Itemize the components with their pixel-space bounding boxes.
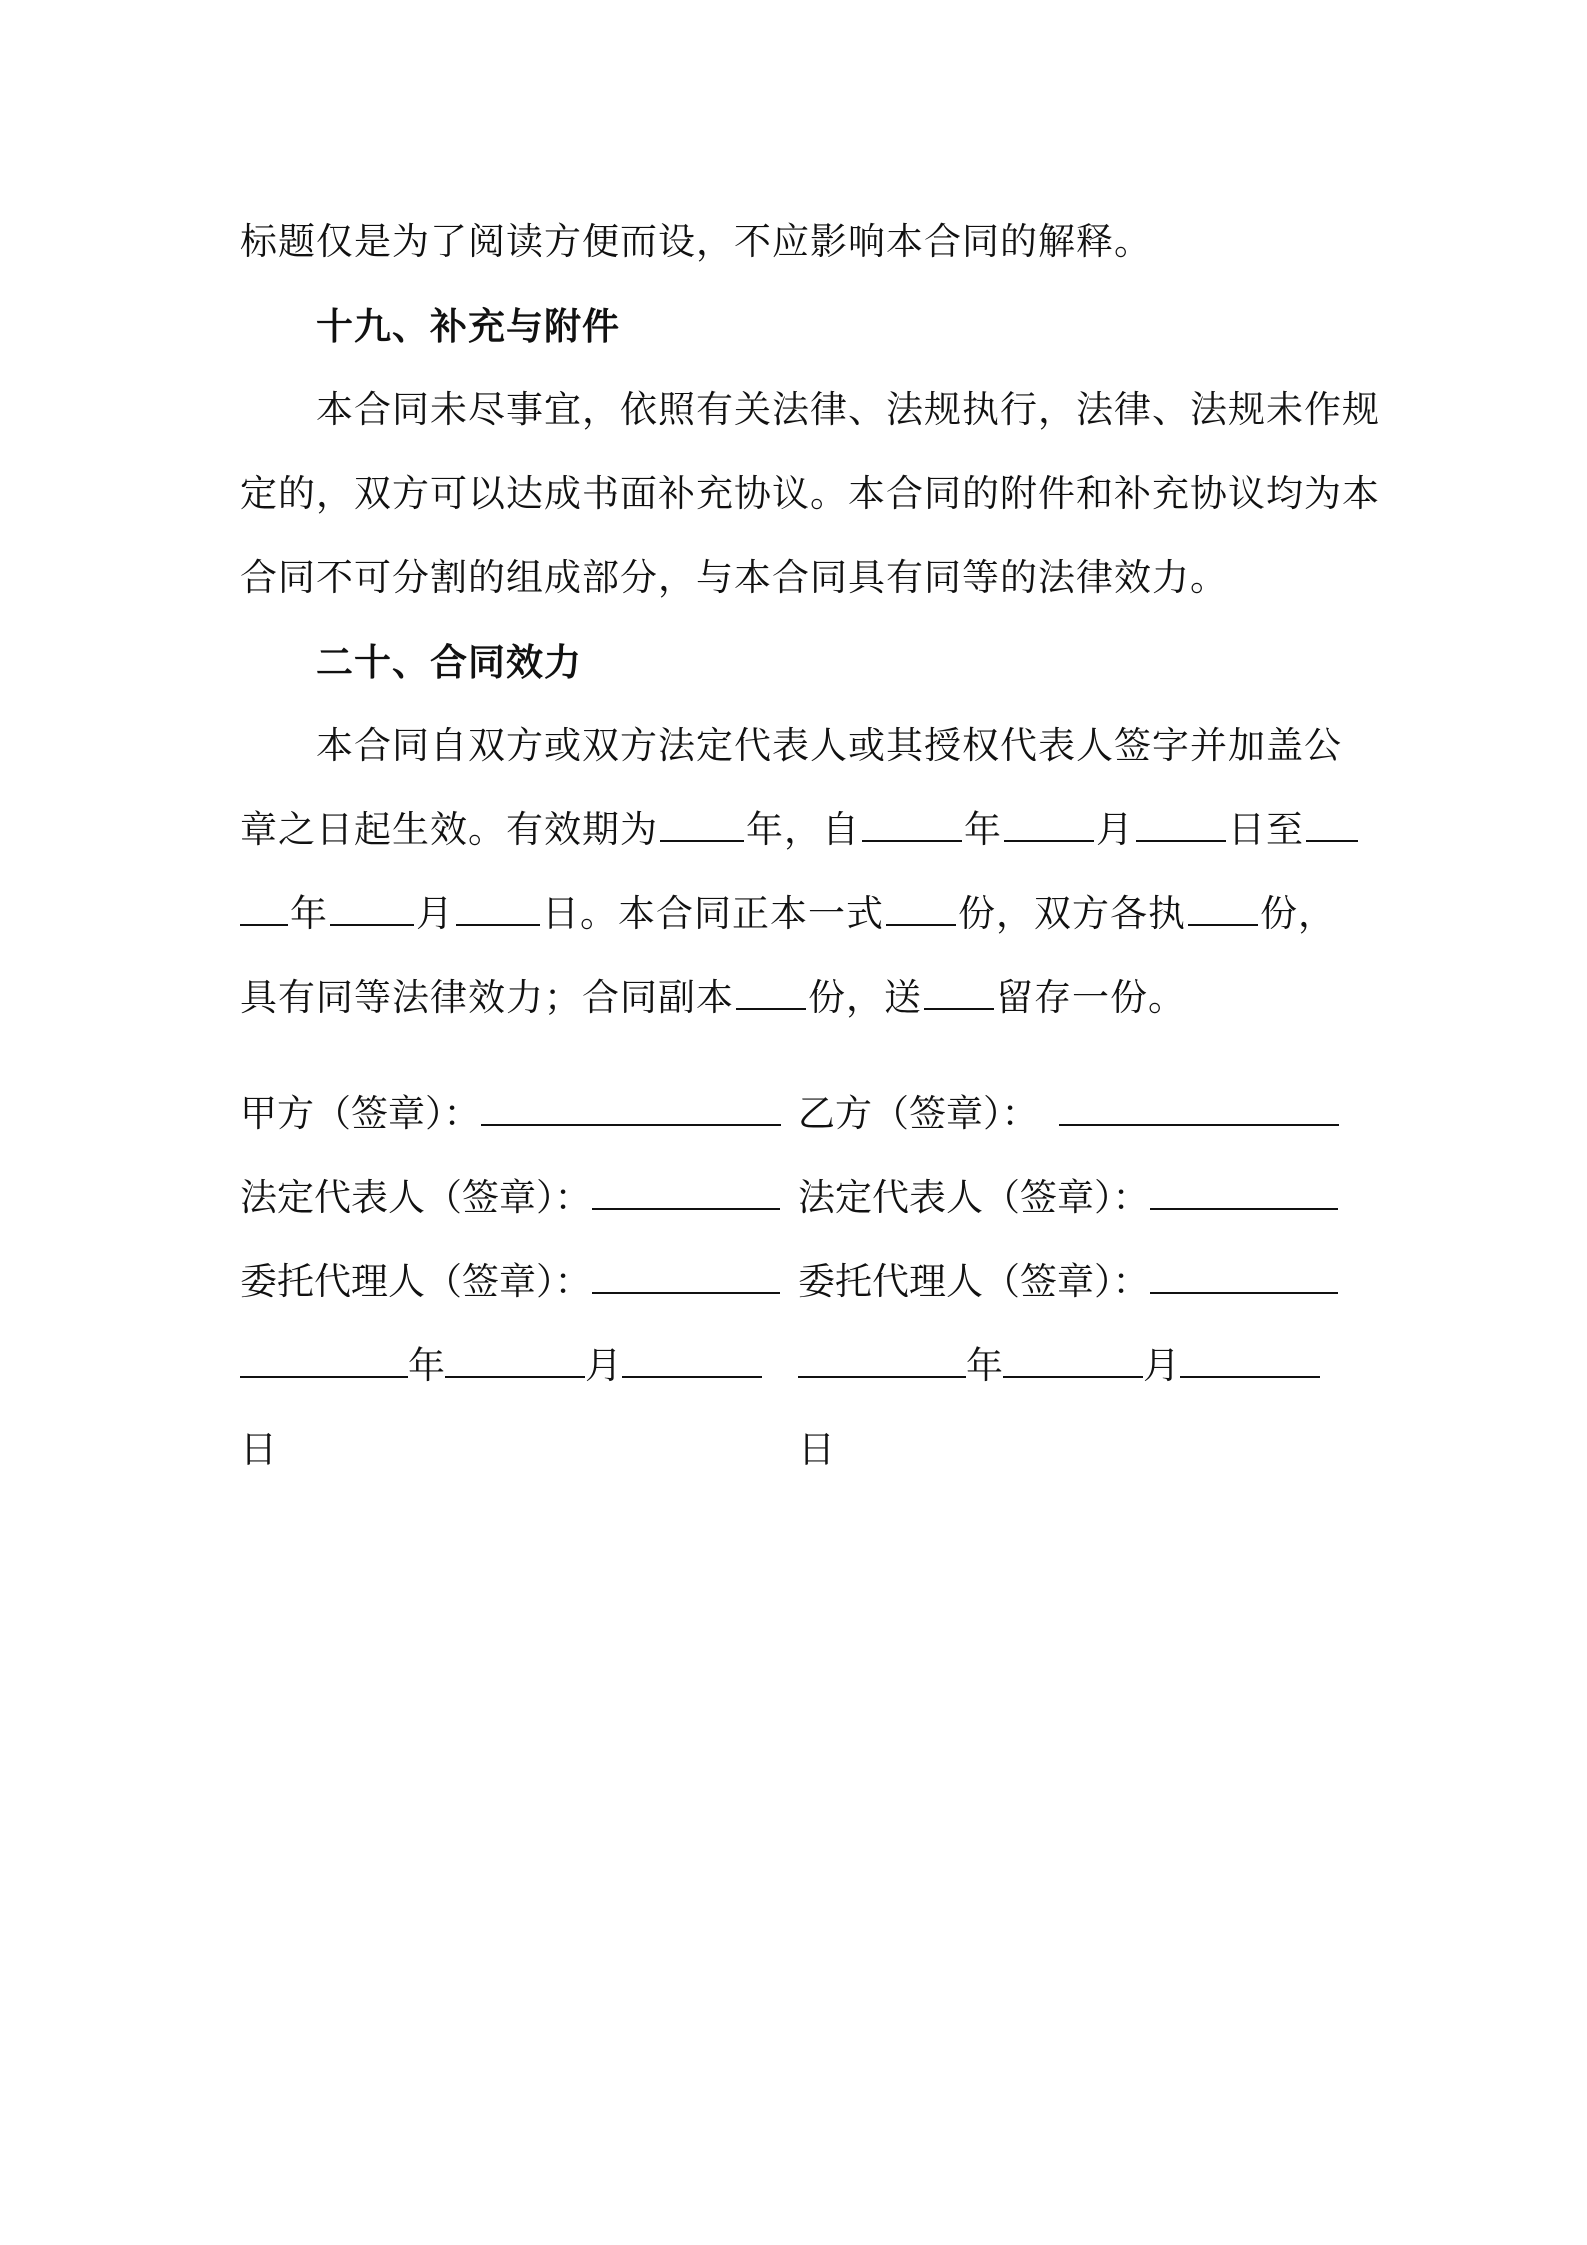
copy-count-blank[interactable] [736,978,806,1010]
party-b-year-line[interactable] [798,1346,966,1378]
text: 年 [290,892,328,935]
start-year-blank[interactable] [862,810,962,842]
party-a-day [240,1408,277,1492]
party-a-signature [240,1072,781,1156]
paragraph-line [240,200,1350,284]
signature-row-legal-rep [240,1156,1350,1240]
text: 章之日起生效。有效期为 [240,808,658,851]
party-a-month-line[interactable] [445,1346,585,1378]
text: 份，双方各执 [958,892,1186,935]
signature-row-agent [240,1240,1350,1324]
signature-row-day [240,1408,1350,1492]
section-heading-20 [240,620,1350,704]
section-heading-19 [240,284,1350,368]
paragraph-line [240,368,1380,452]
party-b-day [798,1408,835,1492]
start-month-blank[interactable] [1004,810,1094,842]
signature-row-party [240,1072,1350,1156]
paragraph-line [240,872,1350,956]
agent-label: 委托代理人（签章）： [798,1260,1150,1303]
paragraph-line [240,956,1350,1040]
party-b-label: 乙方（签章）： [798,1092,1039,1135]
year-label: 年 [966,1344,1003,1387]
party-b-month-line[interactable] [1003,1346,1143,1378]
paragraph-line [240,788,1350,872]
party-a-year-line[interactable] [240,1346,408,1378]
signature-block [240,1072,1350,1492]
party-a-day-line[interactable] [622,1346,762,1378]
text: 年，自 [746,808,860,851]
party-a-legal-rep [240,1156,780,1240]
party-b-legal-rep [798,1156,1338,1240]
day-label: 日 [240,1428,277,1471]
paragraph-line [240,536,1350,620]
text: 定的，双方可以达成书面补充协议。本合同的附件和补充协议均为本 [240,472,1380,515]
party-a-label: 甲方（签章）： [240,1092,481,1135]
end-day-blank[interactable] [456,894,540,926]
party-a-agent-line[interactable] [592,1262,780,1294]
text: 年 [964,808,1002,851]
party-b-date [798,1324,1320,1408]
original-count-blank[interactable] [886,894,956,926]
end-month-blank[interactable] [330,894,414,926]
end-year-blank-cont[interactable] [240,894,288,926]
party-a-agent [240,1240,780,1324]
party-b-sign-line[interactable] [1059,1094,1339,1126]
legal-rep-label: 法定代表人（签章）： [798,1176,1150,1219]
text: 份， [1260,892,1336,935]
text: 日至 [1228,808,1304,851]
party-a-date [240,1324,762,1408]
party-b-legal-rep-line[interactable] [1150,1178,1338,1210]
legal-rep-label: 法定代表人（签章）： [240,1176,592,1219]
contract-body [240,200,1380,1040]
party-b-signature [798,1072,1339,1156]
text: 月 [1096,808,1134,851]
month-label: 月 [585,1344,622,1387]
text: 月 [416,892,454,935]
signature-row-date [240,1324,1350,1408]
party-a-sign-line[interactable] [481,1094,781,1126]
heading-text: 十九、补充与附件 [316,304,620,348]
text: 标题仅是为了阅读方便而设，不应影响本合同的解释。 [240,220,1152,263]
party-b-day-line[interactable] [1180,1346,1320,1378]
text: 份，送 [808,976,922,1019]
validity-years-blank[interactable] [660,810,744,842]
text: 日。本合同正本一式 [542,892,884,935]
text: 合同不可分割的组成部分，与本合同具有同等的法律效力。 [240,556,1228,599]
text: 本合同自双方或双方法定代表人或其授权代表人签字并加盖公 [316,724,1342,767]
agent-label: 委托代理人（签章）： [240,1260,592,1303]
party-b-agent-line[interactable] [1150,1262,1338,1294]
text: 本合同未尽事宜，依照有关法律、法规执行，法律、法规未作规 [316,388,1380,431]
text: 留存一份。 [996,976,1186,1019]
party-a-legal-rep-line[interactable] [592,1178,780,1210]
start-day-blank[interactable] [1136,810,1226,842]
party-b-agent [798,1240,1338,1324]
paragraph-line [240,704,1350,788]
text: 具有同等法律效力；合同副本 [240,976,734,1019]
end-year-blank-start[interactable] [1306,810,1358,842]
paragraph-line [240,452,1380,536]
day-label: 日 [798,1428,835,1471]
year-label: 年 [408,1344,445,1387]
month-label: 月 [1143,1344,1180,1387]
recipient-blank[interactable] [924,978,994,1010]
each-party-count-blank[interactable] [1188,894,1258,926]
heading-text: 二十、合同效力 [316,640,582,684]
